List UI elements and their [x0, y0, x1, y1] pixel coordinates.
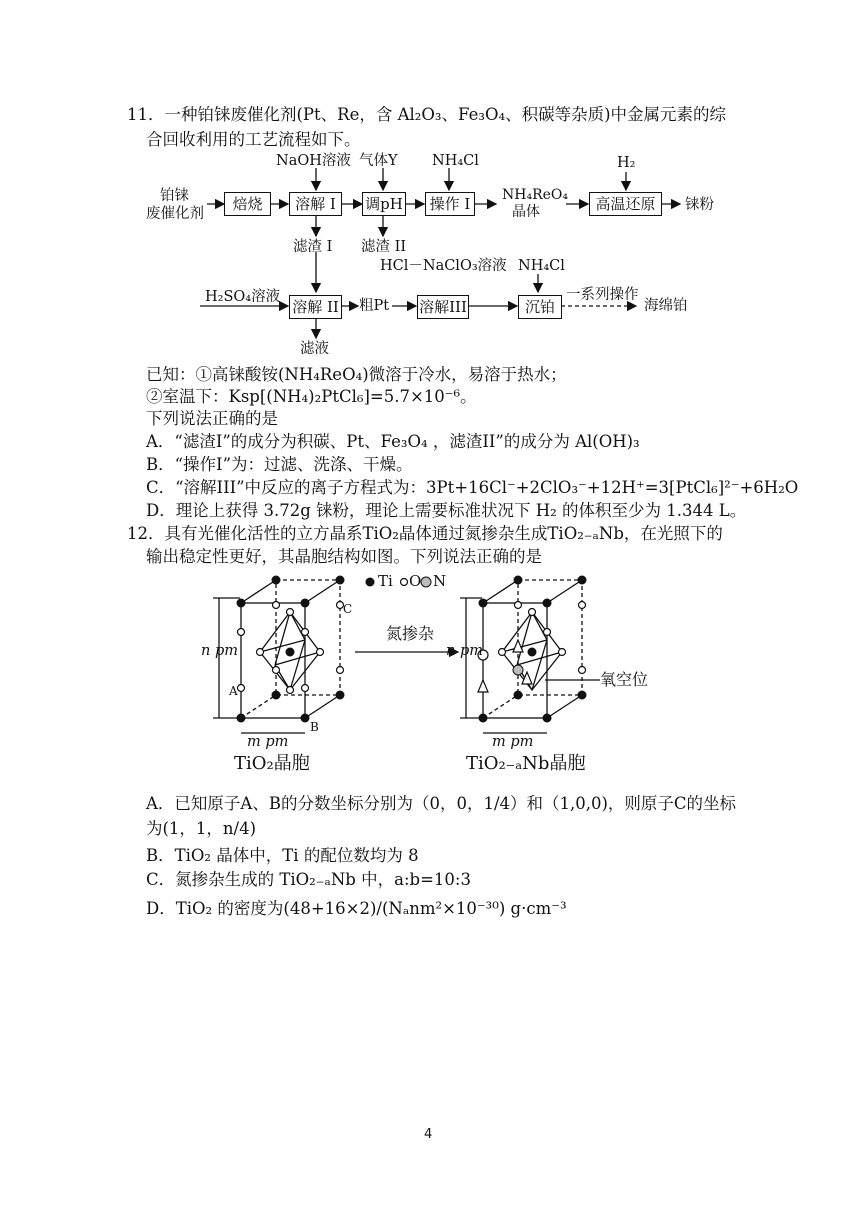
q11-known-1: 已知：①高铼酸铵(NH₄ReO₄)微溶于冷水，易溶于热水；	[146, 365, 567, 384]
box-dissolve-2: 溶解 II	[289, 295, 342, 319]
q12-option-c: C．氮掺杂生成的 TiO₂₋ₐNb 中，a:b=10:3	[146, 870, 471, 889]
box-adjust-ph: 调pH	[362, 192, 406, 216]
product-rhenium-powder: 铼粉	[685, 197, 714, 213]
product-sponge-pt: 海绵铂	[644, 298, 688, 314]
q11-option-b: B．“操作I”为：过滤、洗涤、干燥。	[146, 455, 413, 474]
residue-1: 滤渣 I	[293, 239, 333, 255]
left-width-label: m pm	[247, 734, 289, 750]
q12-stem-line1: 12．具有光催化活性的立方晶系TiO₂晶体通过氮掺杂生成TiO₂₋ₐNb，在光照下的	[127, 524, 723, 543]
intermediate-nh4reo4: NH₄ReO₄	[502, 187, 568, 203]
oxygen-vacancy-label: 氧空位	[600, 670, 649, 689]
q11-option-c: C．“溶解III”中反应的离子方程式为：3Pt+16Cl⁻+2ClO₃⁻+12H⁺=3[PtCl₆]²⁻+6H₂O	[146, 478, 799, 497]
box-high-temp-reduce: 高温还原	[589, 192, 662, 216]
reagent-nh4cl-1: NH₄Cl	[432, 153, 479, 169]
right-height-label: n pm	[446, 643, 483, 659]
page-number: 4	[424, 1127, 433, 1142]
legend-o: O	[409, 572, 422, 590]
legend-ti: Ti	[378, 572, 393, 590]
filtrate: 滤液	[300, 341, 329, 357]
right-width-label: m pm	[492, 734, 534, 750]
start-label-2: 废催化剂	[146, 206, 204, 222]
reagent-h2: H₂	[617, 155, 636, 171]
q11-stem-line2: 合回收利用的工艺流程如下。	[146, 130, 361, 149]
q12-stem-line2: 输出稳定性更好，其晶胞结构如图。下列说法正确的是	[146, 547, 542, 566]
q12-option-d: D．TiO₂ 的密度为(48+16×2)/(Nₐnm²×10⁻³⁰) g·cm⁻³	[146, 899, 567, 918]
q11-option-d: D．理论上获得 3.72g 铼粉，理论上需要标准状况下 H₂ 的体积至少为 1.344 L。	[146, 501, 747, 520]
reagent-nh4cl-2: NH₄Cl	[518, 258, 565, 274]
box-roast: 焙烧	[224, 192, 271, 216]
reagent-h2so4: H₂SO₄溶液	[205, 289, 281, 305]
reagent-gas-y: 气体Y	[359, 153, 398, 169]
box-dissolve-3: 溶解III	[417, 295, 469, 319]
crude-pt: 粗Pt	[359, 298, 390, 314]
q11-stem-line1: 11．一种铂铼废催化剂(Pt、Re，含 Al₂O₃、Fe₃O₄、积碳等杂质)中金属元素的综	[127, 105, 727, 124]
start-label-1: 铂铼	[160, 188, 189, 204]
q11-prompt: 下列说法正确的是	[146, 409, 278, 428]
atom-label-a: A	[229, 684, 238, 698]
residue-2: 滤渣 II	[361, 239, 407, 255]
q12-option-b: B．TiO₂ 晶体中，Ti 的配位数均为 8	[146, 846, 419, 865]
doping-arrow-label: 氮掺杂	[386, 624, 435, 643]
left-caption: TiO₂晶胞	[234, 753, 310, 774]
reagent-hcl-naclo3: HCl－NaClO₃溶液	[380, 258, 507, 274]
q12-option-a-cont: 为(1，1，n/4)	[146, 819, 257, 838]
series-operations: 一系列操作	[566, 287, 639, 303]
box-operation-1: 操作 I	[425, 192, 475, 216]
box-dissolve-1: 溶解 I	[289, 192, 342, 216]
box-precipitate-pt: 沉铂	[518, 295, 562, 319]
right-caption: TiO₂₋ₐNb晶胞	[466, 753, 586, 774]
q12-option-a: A．已知原子A、B的分数坐标分别为（0，0，1/4）和（1,0,0)，则原子C的坐标	[146, 794, 737, 813]
intermediate-crystal: 晶体	[512, 204, 540, 220]
atom-label-c: C	[343, 602, 353, 616]
left-height-label: n pm	[201, 643, 238, 659]
legend-n: N	[433, 572, 447, 590]
reagent-naoh: NaOH溶液	[276, 153, 351, 169]
atom-label-b: B	[310, 720, 319, 734]
q11-known-2: ②室温下：Ksp[(NH₄)₂PtCl₆]=5.7×10⁻⁶。	[146, 387, 477, 406]
q11-option-a: A．“滤渣I”的成分为积碳、Pt、Fe₃O₄ ，滤渣II”的成分为 Al(OH)₃	[146, 432, 640, 451]
